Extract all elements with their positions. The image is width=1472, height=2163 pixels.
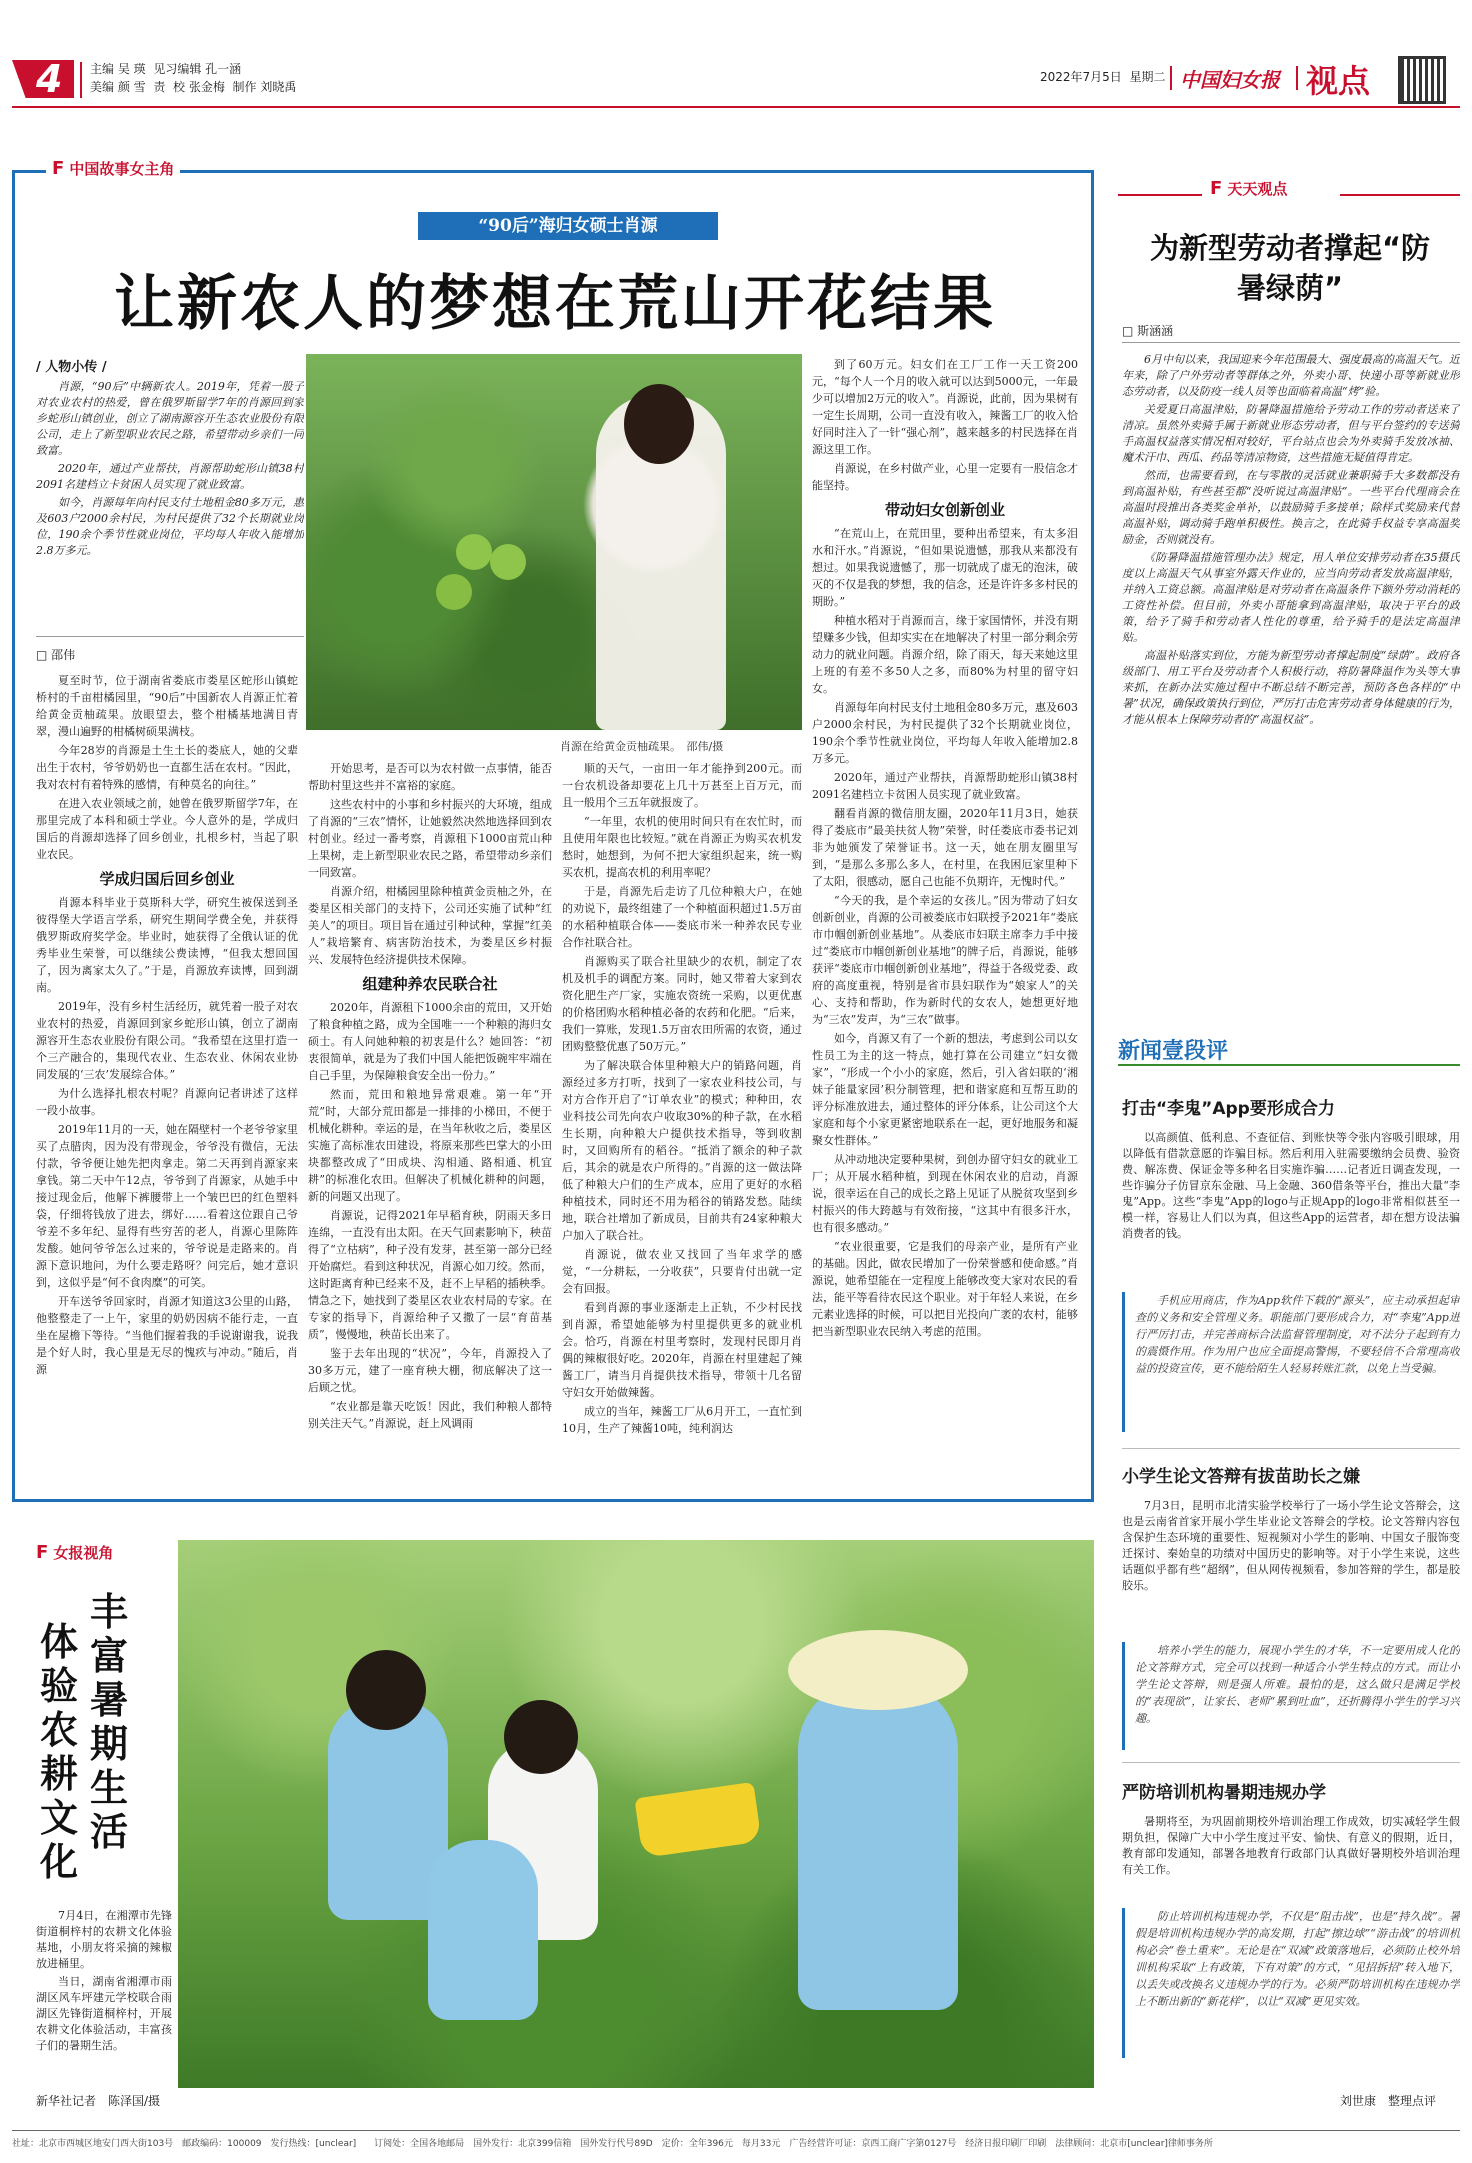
photo-feature-headline-left: 体验农耕文化: [40, 1620, 79, 1884]
photo-feature-credit: 新华社记者 陈泽国/摄: [36, 2094, 161, 2108]
commentary-column-tag: F 天天观点: [1210, 178, 1288, 199]
editor-credits-line-2: 美编 颜 雪 责 校 张金梅 制作 刘晓禹: [90, 80, 297, 94]
lead-col-3: 顺的天气，一亩田一年才能挣到200元。而一台农机设备却要花上几十万甚至上百万元，而且一般用个三五年就报废了。 “一年里，农机的使用时间只有在农忙时，而且使用年限也比较短。”就在肖源正为购买农机发愁时，她想到，为何不把大家组织起来，统一购买农机，提高农机的利用率呢？ 于是，肖源先后走访了几位种粮大户，在她的劝说下，最终组建了一个种植面积超过1.5万亩的水稻种植联合体——娄底市米一种养农民专业合作社联合社。 肖源购买了联合社里缺少的农机，制定了农机及机手的调配方案。同时，她又带着大家到农资化肥生产厂家，实施农资统一采购，以更优惠的价格团购水稻种植必备的农药和化肥。“后来，我们一算账，发现1.5万亩农田所需的农资，通过团购整整优惠了50万元。” 为了解决联合体里种粮大户的销路问题，肖源经过多方打听，找到了一家农业科技公司，与对方合作开启了“订单农业”的模式；种种田，农业科技公司先向农户收取30%的种子款，在水稻生长期，向种粮大户提供技术指导，等到收割时，又回购所有的稻谷。“抵消了额余的种子款后，其余的就是农户所得的。”肖源的这一做法降低了种粮大户们的生产成本，应用了更好的水稻种植技术，同时还不用为稻谷的销路发愁。陆续地，联合社增加了新成员，目前共有24家种粮大户加入了联合社。 肖源说，做农业又找回了当年求学的感觉，“一分耕耘，一分收获”，只要肯付出就一定会有回报。 看到肖源的事业逐渐走上正轨，不少村民找到肖源，希望她能够为村里提供更多的就业机会。恰巧，肖源在村里考察时，发现村民即月肖偶的辣椒很好吃。2020年，肖源在村里建起了辣酱工厂，请当月肖提供技术指导，带领十几名留守妇女开始做辣酱。 成立的当年，辣酱工厂从6月开工，一直忙到10月，生产了辣酱10吨，纯利润达: [562, 762, 802, 1435]
lead-photo-caption: 肖源在给黄金贡柚疏果。 邵伟/摄: [560, 740, 724, 753]
news-item-3-body: 暑期将至，为巩固前期校外培训治理工作成效，切实减轻学生假期负担，保障广大中小学生度过平安、愉快、有意义的假期，近日，教育部印发通知，部署各地教育行政部门认真做好暑期校外培训治理有关工作。: [1122, 1815, 1460, 1876]
column-tag-f-icon-2: F: [1210, 178, 1223, 199]
person-head: [624, 384, 694, 464]
lead-headline: 让新农人的梦想在荒山开花结果: [114, 269, 996, 339]
child-head-1: [346, 1650, 426, 1730]
lead-col-4: 到了60万元。妇女们在工厂工作一天工资200元，“每个人一个月的收入就可以达到5000元，一年最少可以增加2万元的收入”。肖源说，此前，因为果树有一定生长周期，公司一直没有收入，辣酱工厂的收入恰好同时注入了一针“强心剂”，越来越多的村民选择在肖源这里工作。 肖源说，在乡村做产业，心里一定要有一股信念才能坚持。 带动妇女创新创业 “在荒山上，在荒田里，要种出希望来，有太多泪水和汗水。”肖源说，“但如果说遗憾，那我从来都没有想过。如果我说遗憾了，那一切就成了虚无的泡沫，破灭的不仅是我的梦想，我的信念，还是许许多多村民的期盼。” 种植水稻对于肖源而言，缘于家国情怀，并没有期望赚多少钱，但却实实在在地解决了村里一部分剩余劳动力的就业问题。肖源介绍，除了雨天，每天来她这里上班的有差不多50人之多，而80%为村里的留守妇女。 肖源每年向村民支付土地租金80多万元，惠及603户2000余村民，为村民提供了32个长期就业岗位，190余个季节性就业岗位，平均每人年收入能增加2.8万多元。 2020年，通过产业帮扶，肖源帮助蛇形山镇38村2091名建档立卡贫困人员实现了就业致富。 翻看肖源的微信朋友圈，2020年11月3日，她获得了娄底市“最美扶贫人物”荣誉，时任娄底市委书记刘非为她颁发了荣誉证书。这一天，她在朋友圈里写到，“是那么多那么多人，在村里，在我困厄家里种下了太阳，很感动，愿自己也能不负期许，无愧时代。” “今天的我，是个幸运的女孩儿。”因为带动了妇女创新创业，肖源的公司被娄底市妇联授予2021年“娄底市巾帼创新创业基地”。从娄底市妇联主席李力手中接过“娄底市巾帼创新创业基地”的牌子后，肖源说，能够获评“娄底市巾帼创新创业基地”，得益于各级党委、政府的高度重视，特别是省市县妇联作为“娘家人”的关心、支持和帮助，作为新时代的女农人，她想更好地为“三农”发声，为“三农”做事。 如今，肖源又有了一个新的想法，考虑到公司以女性员工为主的这一特点，她打算在公司建立“妇女微家”，“形成一个小小的家庭，然后，引入省妇联的‘湘妹子能量家园’积分制管理，把和谐家庭和互帮互助的评分标准放进去，通过整体的评分体系，让公司这个大家庭和每个小家更紧密地联系在一起，更好地服务和凝聚女性群体。” 从冲动地决定要种果树，到创办留守妇女的就业工厂；从开展水稻种植，到现在休闲农业的启动，肖源说，很幸运在自己的成长之路上见证了从脱贫攻坚到乡村振兴的伟大跨越与有效衔接，“这其中有很多汗水，也有很多感动。” “农业很重要，它是我们的母亲产业，是所有产业的基础。因此，做农民增加了一份荣誉感和使命感。”肖源说，她希望能在一定程度上能够改变大家对农民的看法，能平等看待农民这个职业。对于年轻人来说，在乡元素业选择的时候，可以把目光投向广袤的农村，能够把当新型职业农民纳入考虑的范围。: [812, 358, 1078, 1338]
profile-text: 肖源，“90后”中辆新农人。2019年，凭着一股子对农业农村的热爱，曾在俄罗斯留学7年的肖源回到家乡蛇形山镇创业，创立了湖南源容开生态农业股份有限公司，走上了新型职业农民之路，希望带动乡亲们一同致富。 2020年，通过产业帮扶，肖源帮助蛇形山镇38村2091名建档立卡贫困人员实现了就业致富。 如今，肖源每年向村民支付土地租金80多万元，惠及603户2000余村民，为村民提供了32个长期就业岗位，190余个季节性就业岗位，平均每人年收入能增加2.8万多元。: [36, 380, 304, 557]
profile-slash-icon: /: [36, 360, 46, 375]
child-figure-4: [798, 1680, 958, 2010]
photo-feature-caption: 7月4日，在湘潭市先锋街道桐梓村的农耕文化体验基地，小朋友将采摘的辣椒放进桶里。 当日，湖南省湘潭市雨湖区风车坪建元学校联合雨湖区先锋街道桐梓村，开展农耕文化体验活动，丰富孩子们的暑期生活。: [36, 1909, 172, 2052]
header-bottom-rule: [12, 106, 1460, 108]
news-item-divider-1: [1122, 1448, 1460, 1449]
fruit-cluster: [456, 534, 492, 570]
child-figure-3: [428, 1840, 538, 2020]
profile-box: [36, 356, 304, 630]
lead-col-2: 开始思考，是否可以为农村做一点事情，能否帮助村里这些并不富裕的家庭。 这些农村中的小事和乡村振兴的大环境，组成了肖源的“三农”情怀，让她毅然决然地选择回到农村创业。经过一番考察，肖源租下1000亩荒山种上果树，走上新型职业农民之路，希望带动乡亲们一同致富。 肖源介绍，柑橘园里除种植黄金贡柚之外，在娄星区相关部门的支持下，公司还实施了试种“红美人”的项目。项目旨在通过引种试种，掌握“红美人”栽培繁育、病害防治技术，为娄星区乡村振兴、发展特色经济提供技术保障。 组建种养农民联合社 2020年，肖源租下1000余亩的荒田，又开始了粮食种植之路，成为全国唯一一个种粮的海归女硕士。有人问她种粮的初衷是什么？她回答：“初衷很简单，就是为了我们中国人能把饭碗牢牢端在自己手里，为保障粮食安全出一份力。” 然而，荒田和粮地异常艰难。第一年“开荒”时，大部分荒田都是一排排的小梯田，不便于机械化耕种。幸运的是，在当年秋收之后，娄星区实施了高标准农田建设，将原来那些巴掌大的小田块都整改成了“田成块、沟相通、路相通、机宜耕”的标准化农田。但解决了机械化耕种的问题，新的问题又出现了。 肖源说，记得2021年早稻育秧，阴雨天多日连绵，一直没有出太阳。在天气回素影响下，秧苗得了“立枯病”，种子没有发芽，甚至第一部分已经开始腐烂。看到这种状况，肖源心如刀绞。然而，这时距离育种已经来不及，赶不上早稻的插秧季。情急之下，她找到了娄星区农业农村局的专家。在专家的指导下，肖源给种子又撒了一层“育苗基质”，慢慢地，秧苗长出来了。 鉴于去年出现的“状况”，今年，肖源投入了30多万元，建了一座育秧大棚，彻底解决了这一后顾之忧。 “农业都是靠天吃饭！因此，我们种粮人都特别关注天气。”肖源说，赶上风调雨: [308, 762, 552, 1430]
header-divider: [80, 62, 82, 98]
page-number: 4: [36, 57, 63, 101]
news-item-2-headline: 小学生论文答辩有拔苗助长之嫌: [1122, 1467, 1360, 1487]
lead-byline: □ 邵伟: [36, 648, 76, 662]
straw-hat: [788, 1630, 968, 1710]
subhead-3: 带动妇女创新创业: [884, 501, 1005, 519]
commentary-headline: 为新型劳动者撑起“防暑绿荫”: [1149, 231, 1431, 305]
header-rule-short-2: [1296, 66, 1298, 90]
commentary-byline: □ 斯涵涵: [1122, 324, 1174, 338]
photo-feature-headline-right: 丰富暑期生活: [90, 1590, 129, 1854]
section-name: 视点: [1306, 62, 1371, 100]
issue-date: 2022年7月5日 星期二: [1040, 70, 1166, 84]
lead-col-1: 夏至时节，位于湖南省娄底市娄星区蛇形山镇蛇桥村的千亩柑橘园里，“90后”中国新农人肖源正忙着给黄金贡柚疏果。放眼望去，整个柑橘基地满目青翠，漫山遍野的柑橘树硕果满枝。 今年28岁的肖源是土生土长的娄底人，她的父辈出生于农村，爷爷奶奶也一直都生活在农村。“因此，我对农村有着特殊的感情，有种莫名的向往。” 在进入农业领域之前，她曾在俄罗斯留学7年，在那里完成了本科和硕士学业。今人意外的是，学成归国后的肖源却选择了回乡创业，扎根乡村，当起了职业农民。 学成归国后回乡创业 肖源本科毕业于莫斯科大学，研究生被保送到圣彼得堡大学语言学系，研究生期间学费全免，并获得俄罗斯政府奖学金。毕业时，她获得了全俄认证的优秀毕业生荣誉，可以继续公费读博，“但我太想回国了，因为离家太久了。”于是，肖源放弃读博，回到湖南。 2019年，没有乡村生活经历，就凭着一股子对农业农村的热爱，肖源回到家乡蛇形山镇，创立了湖南源容开生态农业股份有限公司。“我希望在这里打造一个三产融合的，集现代农业、生态农业、休闲农业协同发展的‘三农’发展综合体。” 为什么选择扎根农村呢？肖源向记者讲述了这样一段小故事。 2019年11月的一天，她在隔壁村一个老爷爷家里买了点腊肉，因为没有带现金，爷爷没有微信，无法付款，爷爷便让她先把肉拿走。第二天再到肖源家来拿钱。第二天中午12点，爷爷到了肖源家，从她手中接过现金后，他解下裤腰带上一个皱巴巴的红色塑料袋，仔细将钱放了进去，绑好……看着这位跟自己爷爷差不多年纪、显得有些穷苦的老人，肖源心里陈阵发酸。她问爷爷怎么过来的，爷爷说是走路来的。肖源下意识地问，为什么要走路呀？问完后，她才意识到，这似乎是“何不食肉糜”的可笑。 开车送爷爷回家时，肖源才知道这3公里的山路，他整整走了一上午，家里的奶奶因病不能行走，一直坐在屋檐下等待。“当他们握着我的手说谢谢我，说我是个好人时，我心里是无尽的愧疚与冲动。”随后，肖源: [36, 674, 298, 1376]
news-item-1-body: 以高颜值、低利息、不查征信、到账快等令张内容吸引眼球，用以降低有借款意愿的诈骗目标。然后利用入驻需要缴纳会员费、验资费、解冻费、保证金等多种名目实施诈骗……记者近日调查发现，一些诈骗分子仿冒京东金融、马上金融、360借条等平台，推出大量“李鬼”App。这些“李鬼”App的logo与正规App的logo非常相似甚至一模一样，容易让人们以为真，但这些App的运营者，却在想方设法骗消费者的钱。: [1122, 1131, 1460, 1240]
news-comment-header: 新闻壹段评: [1118, 1034, 1460, 1066]
photo-feature-column-tag: F 女报视角: [36, 1542, 114, 1563]
profile-label: / 人物小传 /: [36, 360, 107, 375]
byline-square-icon-2: □: [1122, 324, 1138, 338]
byline-square-icon: □: [36, 648, 52, 662]
lead-column-tag: F 中国故事女主角: [46, 158, 180, 179]
subhead-1: 学成归国后回乡创业: [99, 870, 235, 888]
column-tag-f-icon-3: F: [36, 1542, 49, 1563]
commentary-byline-rule: [1122, 342, 1460, 343]
footer-rule: [12, 2130, 1460, 2131]
footer-text: 社址：北京市西城区地安门西大街103号 邮政编码：100009 发行热线：[unclear] 订阅处：全国各地邮局 国外发行：北京399信箱 国外发行代号89D 定价：全年396元 每月33元 广告经营许可证：京西工商广字第0127号 经济日报印刷厂印刷 法律顾问：北京市[unclear]律师事务所: [12, 2139, 1213, 2149]
header-rule-short: [1170, 66, 1172, 90]
news-item-2-comment: 培养小学生的能力，展现小学生的才华，不一定要用成人化的论文答辩方式，完全可以找到一种适合小学生特点的方式。而让小学生论文答辩，则是强人所难。最怕的是，这么做只是满足学校的“表现欲”，让家长、老师“累到吐血”，还折腾得小学生的学习兴趣。: [1122, 1642, 1460, 1750]
qr-code-icon: [1398, 56, 1446, 104]
yellow-bucket: [634, 1782, 761, 1858]
news-item-3-headline: 严防培训机构暑期违规办学: [1122, 1783, 1326, 1803]
news-item-1-comment: 手机应用商店，作为App软件下载的“源头”，应主动承担起审查的义务和安全管理义务。职能部门要形成合力，对“李鬼”App进行严厉打击，并完善商标合法监督管理制度，对不法分子起到有力的震慑作用。作为用户也应全面提高警惕，不要轻信不合常理高收益的投资宣传，更不能给陌生人轻易转账汇款，以免上当受骗。: [1122, 1292, 1460, 1432]
page-header: [0, 56, 1472, 128]
commentary-body: 6月中旬以来，我国迎来今年范围最大、强度最高的高温天气。近年来，除了户外劳动者等群体之外，外卖小哥、快递小哥等新就业形态劳动者，以及防疫一线人员等也面临着高温“烤”验。 关爱夏日高温津贴，防暑降温措施给予劳动工作的劳动者送来了清凉。虽然外卖骑手属于新就业形态劳动者，但与平台签约的专送骑手高温权益落实情况相对较好，平台站点也会为外卖骑手发放冰袖、魔术汗巾、西瓜、药品等清凉物资，这些措施无疑值得肯定。 然而，也需要看到，在与零散的灵活就业兼职骑手大多数都没有到高温补贴，有些甚至都“没听说过高温津贴”。一些平台代理商会在高温时段推出各类奖金单补，以鼓励骑手多接单；除样式奖励来代替高温补贴，调动骑手跑单积极性。换言之，在此骑手权益专享高温奖励金，否则就没有。 《防暑降温措施管理办法》规定，用人单位安排劳动者在35摄氏度以上高温天气从事室外露天作业的，应当向劳动者发放高温津贴，并纳入工资总额。高温津贴是对劳动者在高温条件下额外劳动消耗的工资性补偿。但目前，外卖小哥能拿到高温津贴，取决于平台的政策，给予了骑手和劳动者人性化的尊重，给予骑手的是法定高温津贴。 高温补贴落实到位，方能为新型劳动者撑起制度“绿荫”。政府各级部门、用工平台及劳动者个人积极行动，将防暑降温作为头等大事来抓，在新办法实施过程中不断总结不断完善，预防各色各样的“中暑”状况，确保政策执行到位，严厉打击危害劳动者身体健康的行为，才能从根本上保障劳动者的“高温权益”。: [1122, 353, 1460, 726]
lead-photo: [306, 354, 802, 730]
editor-credits-line-1: 主编 吴 瑛 见习编辑 孔一涵: [90, 62, 242, 76]
photo-feature-image: [178, 1540, 1094, 2088]
news-item-2-body: 7月3日，昆明市北清实验学校举行了一场小学生论文答辩会，这也是云南省首家开展小学生毕业论文答辩会的学校。论文答辩内容包含保护生态环境的重要性、短视频对小学生的影响、中国女子服饰变迁探讨、秦始皇的功绩对中国历史的影响等。对于小学生来说，这些话题似乎都有些“超纲”，但从网传视频看，参加答辩的学生，都是胶胶乐。: [1122, 1499, 1460, 1592]
paper-name: 中国妇女报: [1180, 68, 1280, 92]
commentary-tag-rule: [1118, 194, 1202, 196]
child-head-2: [504, 1700, 578, 1774]
column-tag-f-icon: F: [52, 158, 65, 179]
subhead-2: 组建种养农民联合社: [362, 975, 498, 993]
editor-credit: 刘世康 整理点评: [1340, 2094, 1437, 2108]
news-item-divider-2: [1122, 1762, 1460, 1763]
news-item-3-comment: 防止培训机构违规办学，不仅是“阻击战”，也是“持久战”。暑假是培训机构违规办学的高发期，打起“擦边球”“游击战”的培训机构必会“卷土重来”。无论是在“双减”政策落地后，必须防止校外培训机构采取“上有政策，下有对策”的方式，“见招拆招”转入地下，以丢失或改换名义违规办学的行为。必须严防培训机构在违规办学上不断出新的“新花样”，以让“双减”更见实效。: [1122, 1908, 1460, 2058]
lead-kicker: “90后”海归女硕士肖源: [418, 212, 718, 240]
commentary-tag-rule-right: [1340, 194, 1460, 196]
profile-divider: [36, 636, 304, 637]
news-item-1-headline: 打击“李鬼”App要形成合力: [1122, 1099, 1335, 1119]
